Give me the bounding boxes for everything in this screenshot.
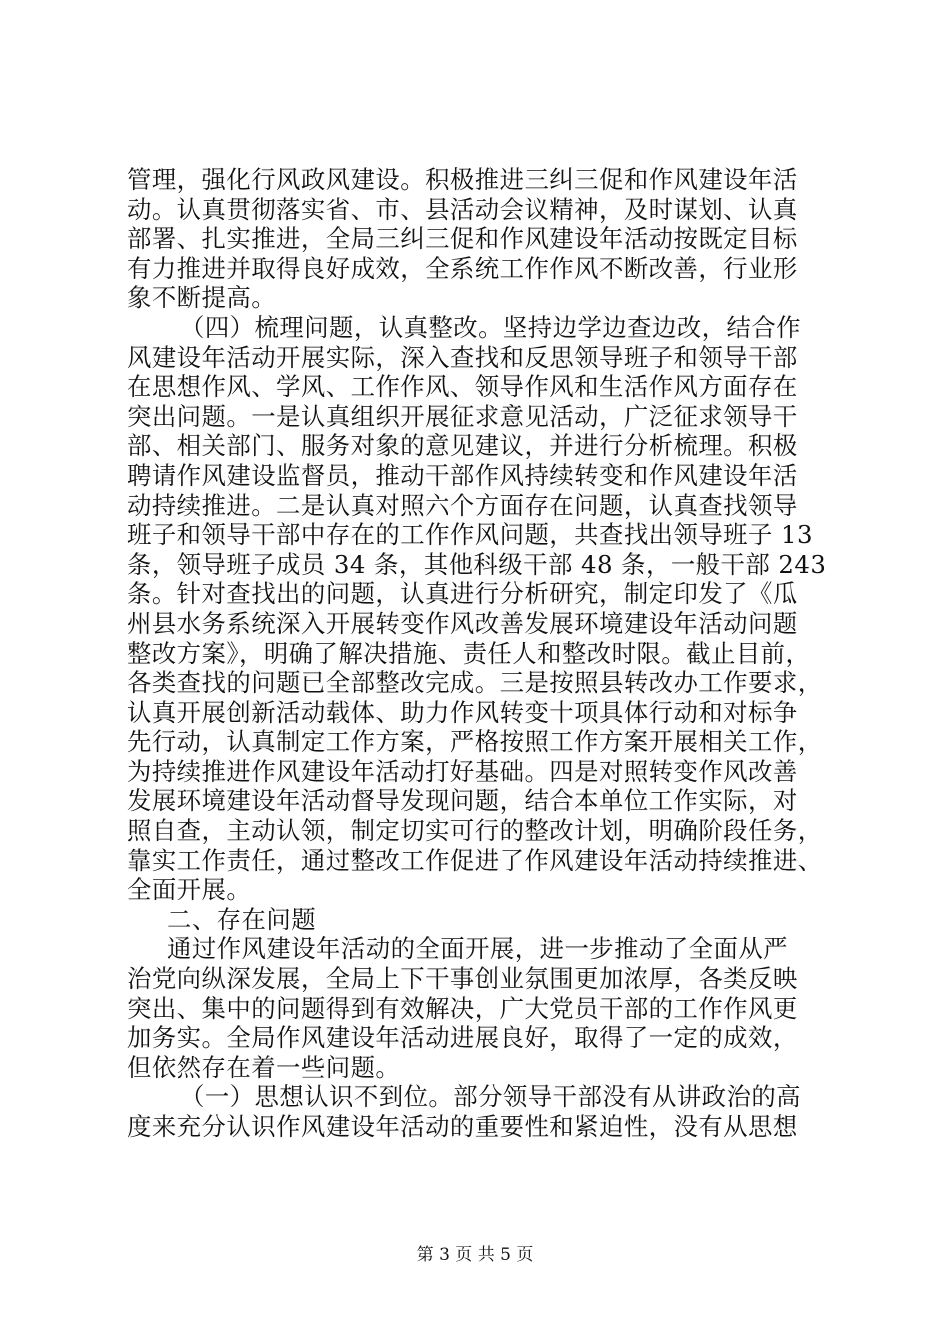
document-body xyxy=(127,165,833,1142)
text-line: 认真开展创新活动载体、助力作风转变十项具体行动和对标争 xyxy=(127,697,798,727)
text-line: 管理，强化行风政风建设。积极推进三纠三促和作风建设年活 xyxy=(127,165,798,194)
text-line: 部、相关部门、服务对象的意见建议，并进行分析梳理。积极 xyxy=(127,431,798,461)
text-line: 条，领导班子成员 34 条，其他科级干部 48 条，一般干部 243 xyxy=(127,549,827,579)
text-line: 部署、扎实推进，全局三纠三促和作风建设年活动按既定目标 xyxy=(127,224,798,254)
paragraph-start-line: （一）思想认识不到位。部分领导干部没有从讲政治的高 xyxy=(180,1082,802,1112)
text-line: 聘请作风建设监督员，推动干部作风持续转变和作风建设年活 xyxy=(127,460,798,490)
text-line: 全面开展。 xyxy=(127,875,252,905)
text-line: 整改方案》，明确了解决措施、责任人和整改时限。截止目前， xyxy=(127,638,811,668)
text-line: 各类查找的问题已全部整改完成。三是按照县转改办工作要求， xyxy=(127,668,823,698)
text-line: 度来充分认识作风建设年活动的重要性和紧迫性，没有从思想 xyxy=(127,1112,798,1141)
text-line: 风建设年活动开展实际，深入查找和反思领导班子和领导干部 xyxy=(127,342,798,372)
text-line: 在思想作风、学风、工作作风、领导作风和生活作风方面存在 xyxy=(127,372,798,402)
text-line: 治党向纵深发展，全局上下干事创业氛围更加浓厚，各类反映 xyxy=(127,964,798,994)
paragraph-start-line: 通过作风建设年活动的全面开展，进一步推动了全面从严 xyxy=(167,934,789,964)
text-line: 动持续推进。二是认真对照六个方面存在问题，认真查找领导 xyxy=(127,490,798,520)
text-line: 象不断提高。 xyxy=(127,283,277,313)
text-line: 突出问题。一是认真组织开展征求意见活动，广泛征求领导干 xyxy=(127,401,798,431)
section-heading: 二、存在问题 xyxy=(167,904,317,934)
text-line: 为持续推进作风建设年活动打好基础。四是对照转变作风改善 xyxy=(127,756,798,786)
text-line: 照自查，主动认领，制定切实可行的整改计划，明确阶段任务， xyxy=(127,816,823,846)
text-line: 动。认真贯彻落实省、市、县活动会议精神，及时谋划、认真 xyxy=(127,194,798,224)
text-line: 先行动，认真制定工作方案，严格按照工作方案开展相关工作， xyxy=(127,727,823,757)
text-line: 州县水务系统深入开展转变作风改善发展环境建设年活动问题 xyxy=(127,608,798,638)
text-line: 加务实。全局作风建设年活动进展良好，取得了一定的成效， xyxy=(127,1023,798,1053)
text-line: 但依然存在着一些问题。 xyxy=(127,1052,401,1082)
paragraph-start-line: （四）梳理问题，认真整改。坚持边学边查边改，结合作 xyxy=(180,312,802,342)
text-line: 条。针对查找出的问题，认真进行分析研究，制定印发了《瓜 xyxy=(127,579,798,609)
text-line: 发展环境建设年活动督导发现问题，结合本单位工作实际，对 xyxy=(127,786,798,816)
text-line: 有力推进并取得良好成效，全系统工作作风不断改善，行业形 xyxy=(127,253,798,283)
text-line: 靠实工作责任，通过整改工作促进了作风建设年活动持续推进、 xyxy=(127,845,823,875)
page-number-footer: 第 3 页 共 5 页 xyxy=(416,1245,534,1265)
text-line: 班子和领导干部中存在的工作作风问题，共查找出领导班子 13 xyxy=(127,520,813,550)
text-line: 突出、集中的问题得到有效解决，广大党员干部的工作作风更 xyxy=(127,993,798,1023)
